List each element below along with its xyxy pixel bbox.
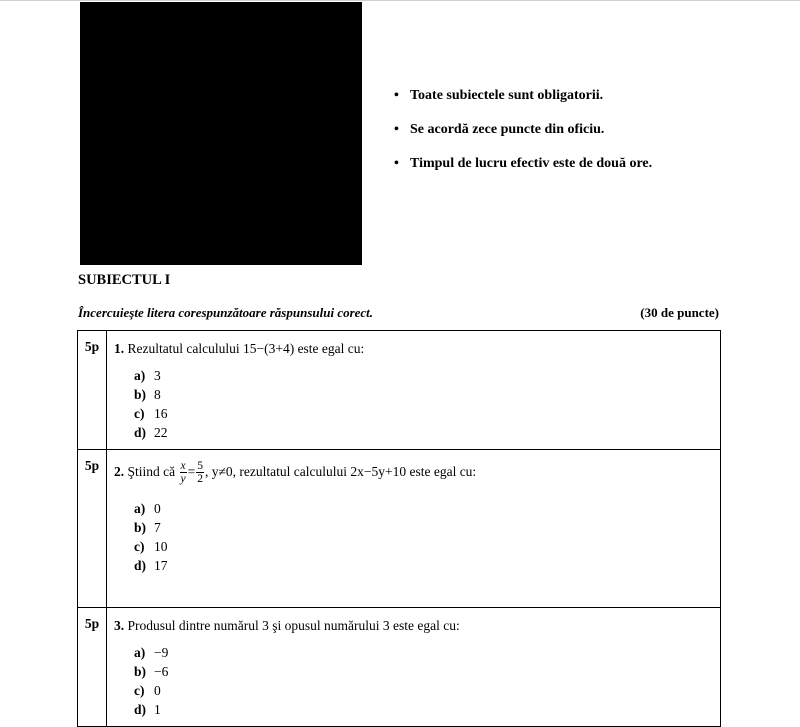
question-text: 1. Rezultatul calculului 15−(3+4) este egal cu:: [114, 341, 365, 356]
answer-options: [114, 366, 720, 442]
answer-option[interactable]: b) 7: [134, 520, 161, 535]
answer-option[interactable]: c) 10: [134, 539, 168, 554]
question-text: 3. Produsul dintre numărul 3 şi opusul numărului 3 este egal cu:: [114, 618, 460, 633]
bullet-icon: •: [394, 156, 399, 171]
subject-points: (30 de puncte): [640, 305, 719, 320]
answer-option[interactable]: c) 16: [134, 406, 168, 421]
rule-item: • Se acordă zece puncte din oficiu.: [394, 120, 652, 154]
answer-option[interactable]: d) 1: [134, 702, 161, 717]
question-body: [107, 450, 721, 608]
question-body: [107, 608, 721, 727]
question-row: [78, 608, 721, 727]
subject-instruction: Încercuieşte litera corespunzătoare răspunsului corect.: [78, 305, 374, 320]
answer-option[interactable]: a) 0: [134, 501, 161, 516]
question-points: 5p: [78, 331, 107, 450]
questions-table: [77, 330, 721, 727]
question-points: 5p: [78, 450, 107, 608]
answer-option[interactable]: d) 17: [134, 558, 168, 573]
rule-item: • Toate subiectele sunt obligatorii.: [394, 86, 652, 120]
fraction: $\frac{x}{y}$: [180, 460, 186, 486]
question-body: [107, 331, 721, 450]
question-text: 2. Ştiind că $\frac{x}{y}$ = $\frac{5}{2}$ , y≠0, rezultatul calculului 2x−5y+10 este egal cu:: [114, 460, 477, 486]
question-row: [78, 450, 721, 608]
answer-option[interactable]: a) −9: [134, 645, 169, 660]
answer-option[interactable]: b) 8: [134, 387, 161, 402]
answer-option[interactable]: a) 3: [134, 368, 161, 383]
answer-option[interactable]: d) 22: [134, 425, 168, 440]
top-border: [0, 0, 800, 1]
question-row: [78, 331, 721, 450]
bullet-icon: •: [394, 122, 399, 137]
bullet-icon: •: [394, 88, 399, 103]
question-points: 5p: [78, 608, 107, 727]
fraction: $\frac{5}{2}$: [197, 460, 203, 486]
answer-options: [114, 643, 720, 719]
redacted-header-block: [80, 2, 362, 265]
answer-option[interactable]: c) 0: [134, 683, 161, 698]
answer-options: [114, 499, 720, 575]
rule-item: • Timpul de lucru efectiv este de două ore.: [394, 154, 652, 188]
subject-title: SUBIECTUL I: [78, 272, 171, 288]
answer-option[interactable]: b) −6: [134, 664, 169, 679]
exam-rules-list: [394, 86, 652, 188]
